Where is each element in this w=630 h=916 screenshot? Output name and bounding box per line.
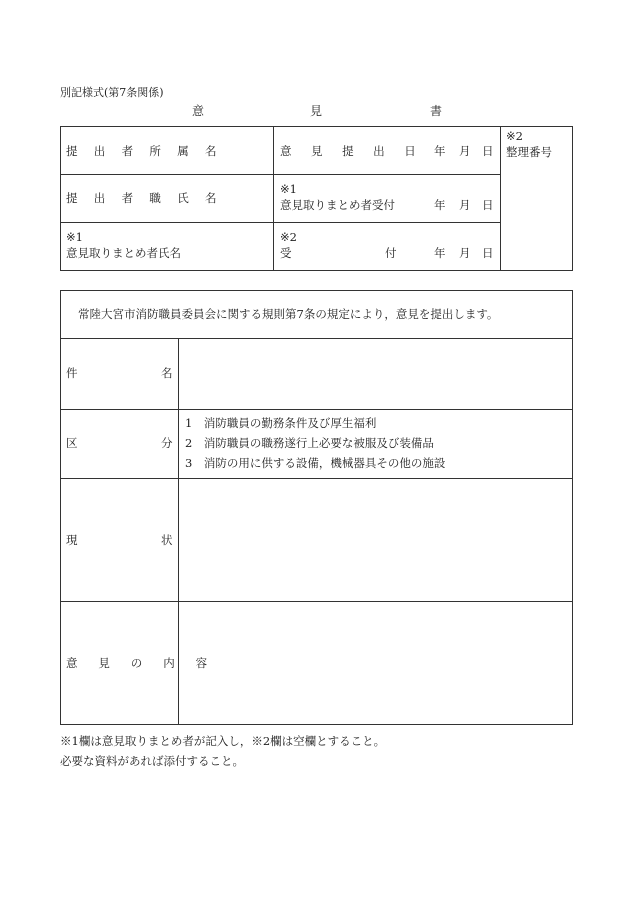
mark-2-receipt: ※2 [280,230,297,244]
top-table-hline-1 [60,174,501,175]
coordinator-name-label: 意見取りまとめ者氏名 [66,246,181,260]
mark-1-coordinator: ※1 [66,230,83,244]
subject-content-area[interactable] [180,340,572,408]
receipt-label-right: 付 [385,246,397,260]
intro-text: 常陸大宮市消防職員委員会に関する規則第7条の規定により，意見を提出します。 [78,307,499,321]
submitter-name-label: 提 出 者 職 氏 名 [66,191,223,205]
title-char-2: 見 [310,104,323,118]
status-label-end: 状 [161,533,173,547]
form-label: 別記様式(第7条関係) [60,86,164,99]
category-item-3: 3 消防の用に供する設備，機械器具その他の施設 [185,456,446,470]
category-label-end: 分 [161,436,173,450]
main-hline-2 [60,409,573,410]
opinion-content-label: 意 見 の 内 容 [66,656,216,670]
date-month-2: 月 [459,198,471,212]
submit-date-label: 意 見 提 出 日 [280,144,420,158]
subject-label-start: 件 [66,366,78,380]
mark-1-receipt: ※1 [280,182,297,196]
main-hline-3 [60,478,573,479]
date-year-3: 年 [434,246,446,260]
title-char-1: 意 [192,104,205,118]
opinion-content-area[interactable] [180,603,572,724]
category-item-2: 2 消防職員の職務遂行上必要な被服及び装備品 [185,436,434,450]
mark-2-ref: ※2 [506,129,523,143]
footnote-2: 必要な資料があれば添付すること。 [60,754,244,768]
subject-label-end: 名 [161,366,173,380]
main-hline-4 [60,601,573,602]
date-day-3: 日 [482,246,494,260]
category-item-1: 1 消防職員の勤務条件及び厚生福利 [185,416,377,430]
date-day-1: 日 [482,144,494,158]
date-month-1: 月 [459,144,471,158]
date-year-2: 年 [434,198,446,212]
date-year-1: 年 [434,144,446,158]
coordinator-receipt-label: 意見取りまとめ者受付 [280,198,395,212]
category-label-start: 区 [66,436,78,450]
reference-number-label: 整理番号 [506,145,552,159]
date-month-3: 月 [459,246,471,260]
status-label-start: 現 [66,533,78,547]
receipt-label-left: 受 [280,246,292,260]
title-char-3: 書 [430,104,443,118]
top-table-vline-2 [500,126,501,271]
main-hline-1 [60,338,573,339]
top-table-vline-1 [273,126,274,271]
date-day-2: 日 [482,198,494,212]
status-content-area[interactable] [180,480,572,600]
top-table-hline-2 [60,222,501,223]
footnote-1: ※1欄は意見取りまとめ者が記入し，※2欄は空欄とすること。 [60,734,386,748]
submitter-affiliation-label: 提 出 者 所 属 名 [66,144,223,158]
